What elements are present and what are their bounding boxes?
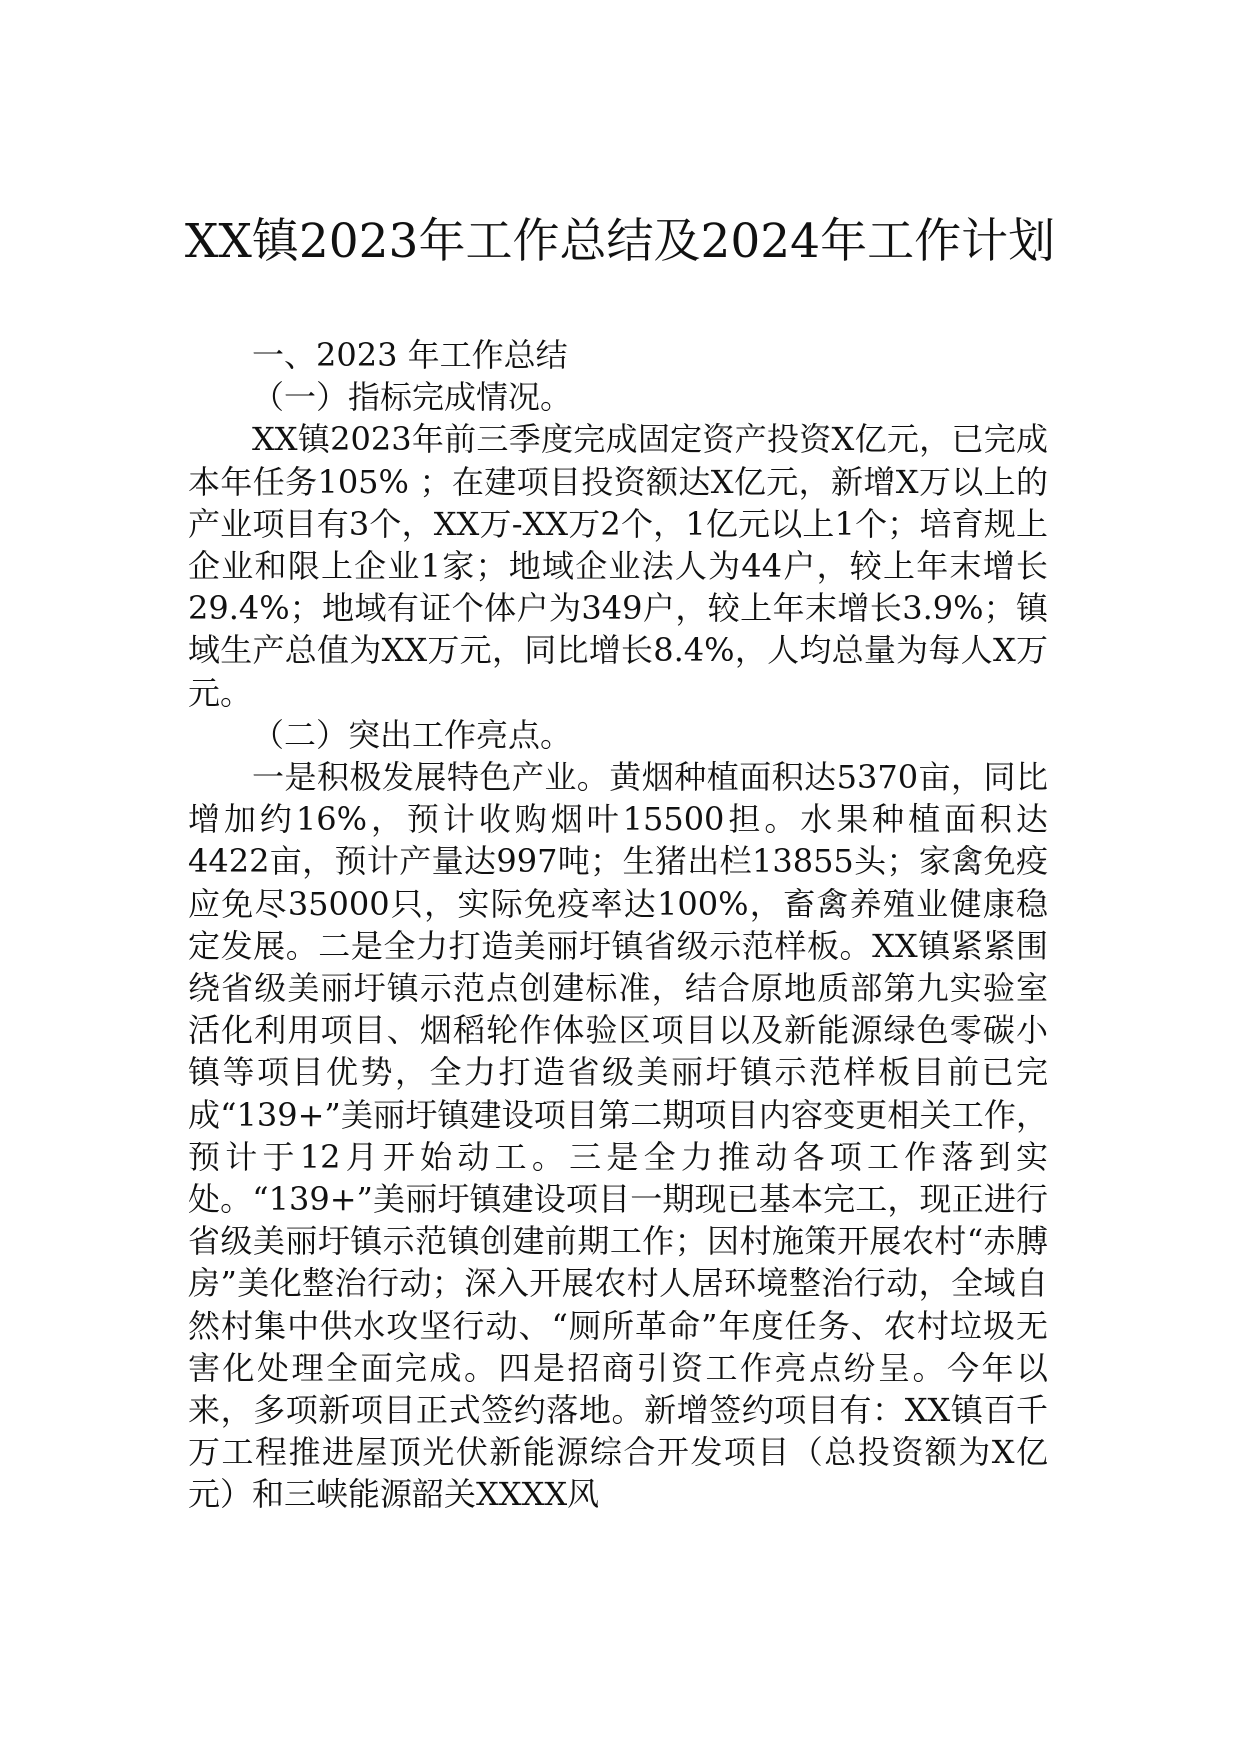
section-heading: 一、2023 年工作总结 bbox=[252, 336, 568, 374]
subsection-heading-highlights: （二）突出工作亮点。 bbox=[252, 715, 573, 754]
subsection-heading-indicators: （一）指标完成情况。 bbox=[252, 378, 573, 417]
document-title: XX镇2023年工作总结及2024年工作计划 bbox=[184, 214, 1056, 269]
paragraph-indicators: XX镇2023年前三季度完成固定资产投资X亿元，已完成本年任务105% ；在建项目投资额达X亿元，新增X万以上的产业项目有3个，XX万-XX万2个，1亿元以上1个；培育规上企业和限上企业1家；地域企业法人为44户，较上年末增长29.4%；地域有证个体户为349户，较上年末增长3.9%；镇域生产总值为XX万元，同比增长8.4%，人均总量为每人X万元。 bbox=[188, 420, 1048, 712]
document-body bbox=[188, 334, 1048, 1516]
paragraph-highlights: 一是积极发展特色产业。黄烟种植面积达5370亩，同比增加约16%，预计收购烟叶15500担。水果种植面积达4422亩，预计产量达997吨；生猪出栏13855头；家禽免疫应免尽35000只，实际免疫率达100%，畜禽养殖业健康稳定发展。二是全力打造美丽圩镇省级示范样板。XX镇紧紧围绕省级美丽圩镇示范点创建标准，结合原地质部第九实验室活化利用项目、烟稻轮作体验区项目以及新能源绿色零碳小镇等项目优势，全力打造省级美丽圩镇示范样板目前已完成“139+”美丽圩镇建设项目第二期项目内容变更相关工作，预计于12月开始动工。三是全力推动各项工作落到实处。“139+”美丽圩镇建设项目一期现已基本完工，现正进行省级美丽圩镇示范镇创建前期工作；因村施策开展农村“赤膊房”美化整治行动；深入开展农村人居环境整治行动，全域自然村集中供水攻坚行动、“厕所革命”年度任务、农村垃圾无害化处理全面完成。四是招商引资工作亮点纷呈。今年以来，多项新项目正式签约落地。新增签约项目有：XX镇百千万工程推进屋顶光伏新能源综合开发项目（总投资额为X亿元）和三峡能源韶关XXXX风 bbox=[188, 758, 1048, 1514]
